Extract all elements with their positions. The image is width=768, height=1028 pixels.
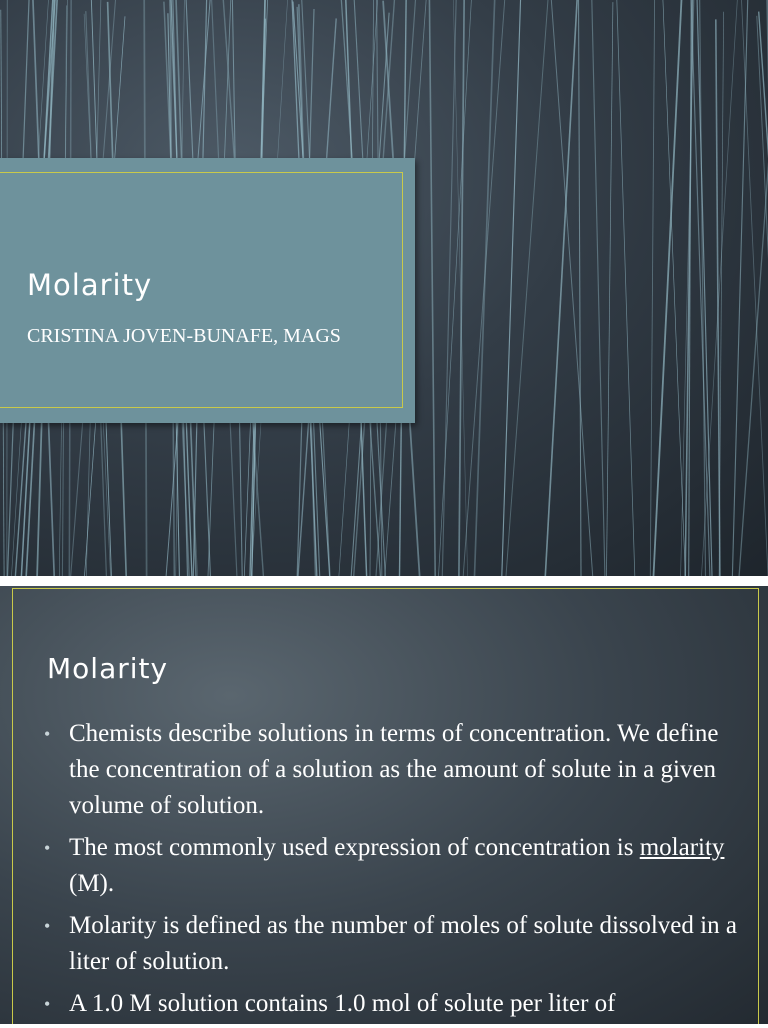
bullet-icon: • [44,830,50,866]
bullet-text: A 1.0 M solution contains 1.0 mol of solute per liter of [69,990,615,1017]
background-line [502,0,522,576]
bullet-item [44,986,744,1022]
slide-title: Molarity [27,268,152,302]
bullet-text: Chemists describe solutions in terms of concentration. We define the concentration of a solution as the amount of solute in a given volume of solution. [69,720,718,819]
bullet-text-post: (M). [69,870,114,897]
slide-subtitle: CRISTINA JOVEN-BUNAFE, MAGS [27,322,347,350]
content-slide-title: Molarity [47,652,168,685]
molarity-term: molarity [640,834,725,861]
background-line [759,12,768,576]
background-line [716,19,720,576]
background-line [475,0,496,576]
background-line [607,2,613,576]
bullet-text: Molarity is defined as the number of moles of solute dissolved in a liter of solution. [69,912,737,975]
bullet-item [44,830,744,902]
background-line [506,0,550,576]
bullet-text-pre: The most commonly used expression of concentration is [69,834,640,861]
bullet-icon: • [44,716,50,752]
background-line [545,0,578,576]
slide-separator [0,576,768,586]
bullet-item [44,908,744,980]
bullet-icon: • [44,986,50,1022]
background-line [442,0,456,576]
background-line [719,12,724,576]
background-line [650,0,654,576]
background-line [429,0,435,576]
background-line [681,0,695,576]
bullet-item [44,716,744,824]
background-line [663,0,686,576]
background-line [616,0,635,576]
background-line [591,0,605,576]
background-line [459,0,464,576]
background-line [579,0,582,576]
bullet-list [44,716,744,1028]
bullet-icon: • [44,908,50,944]
background-line [654,0,684,576]
